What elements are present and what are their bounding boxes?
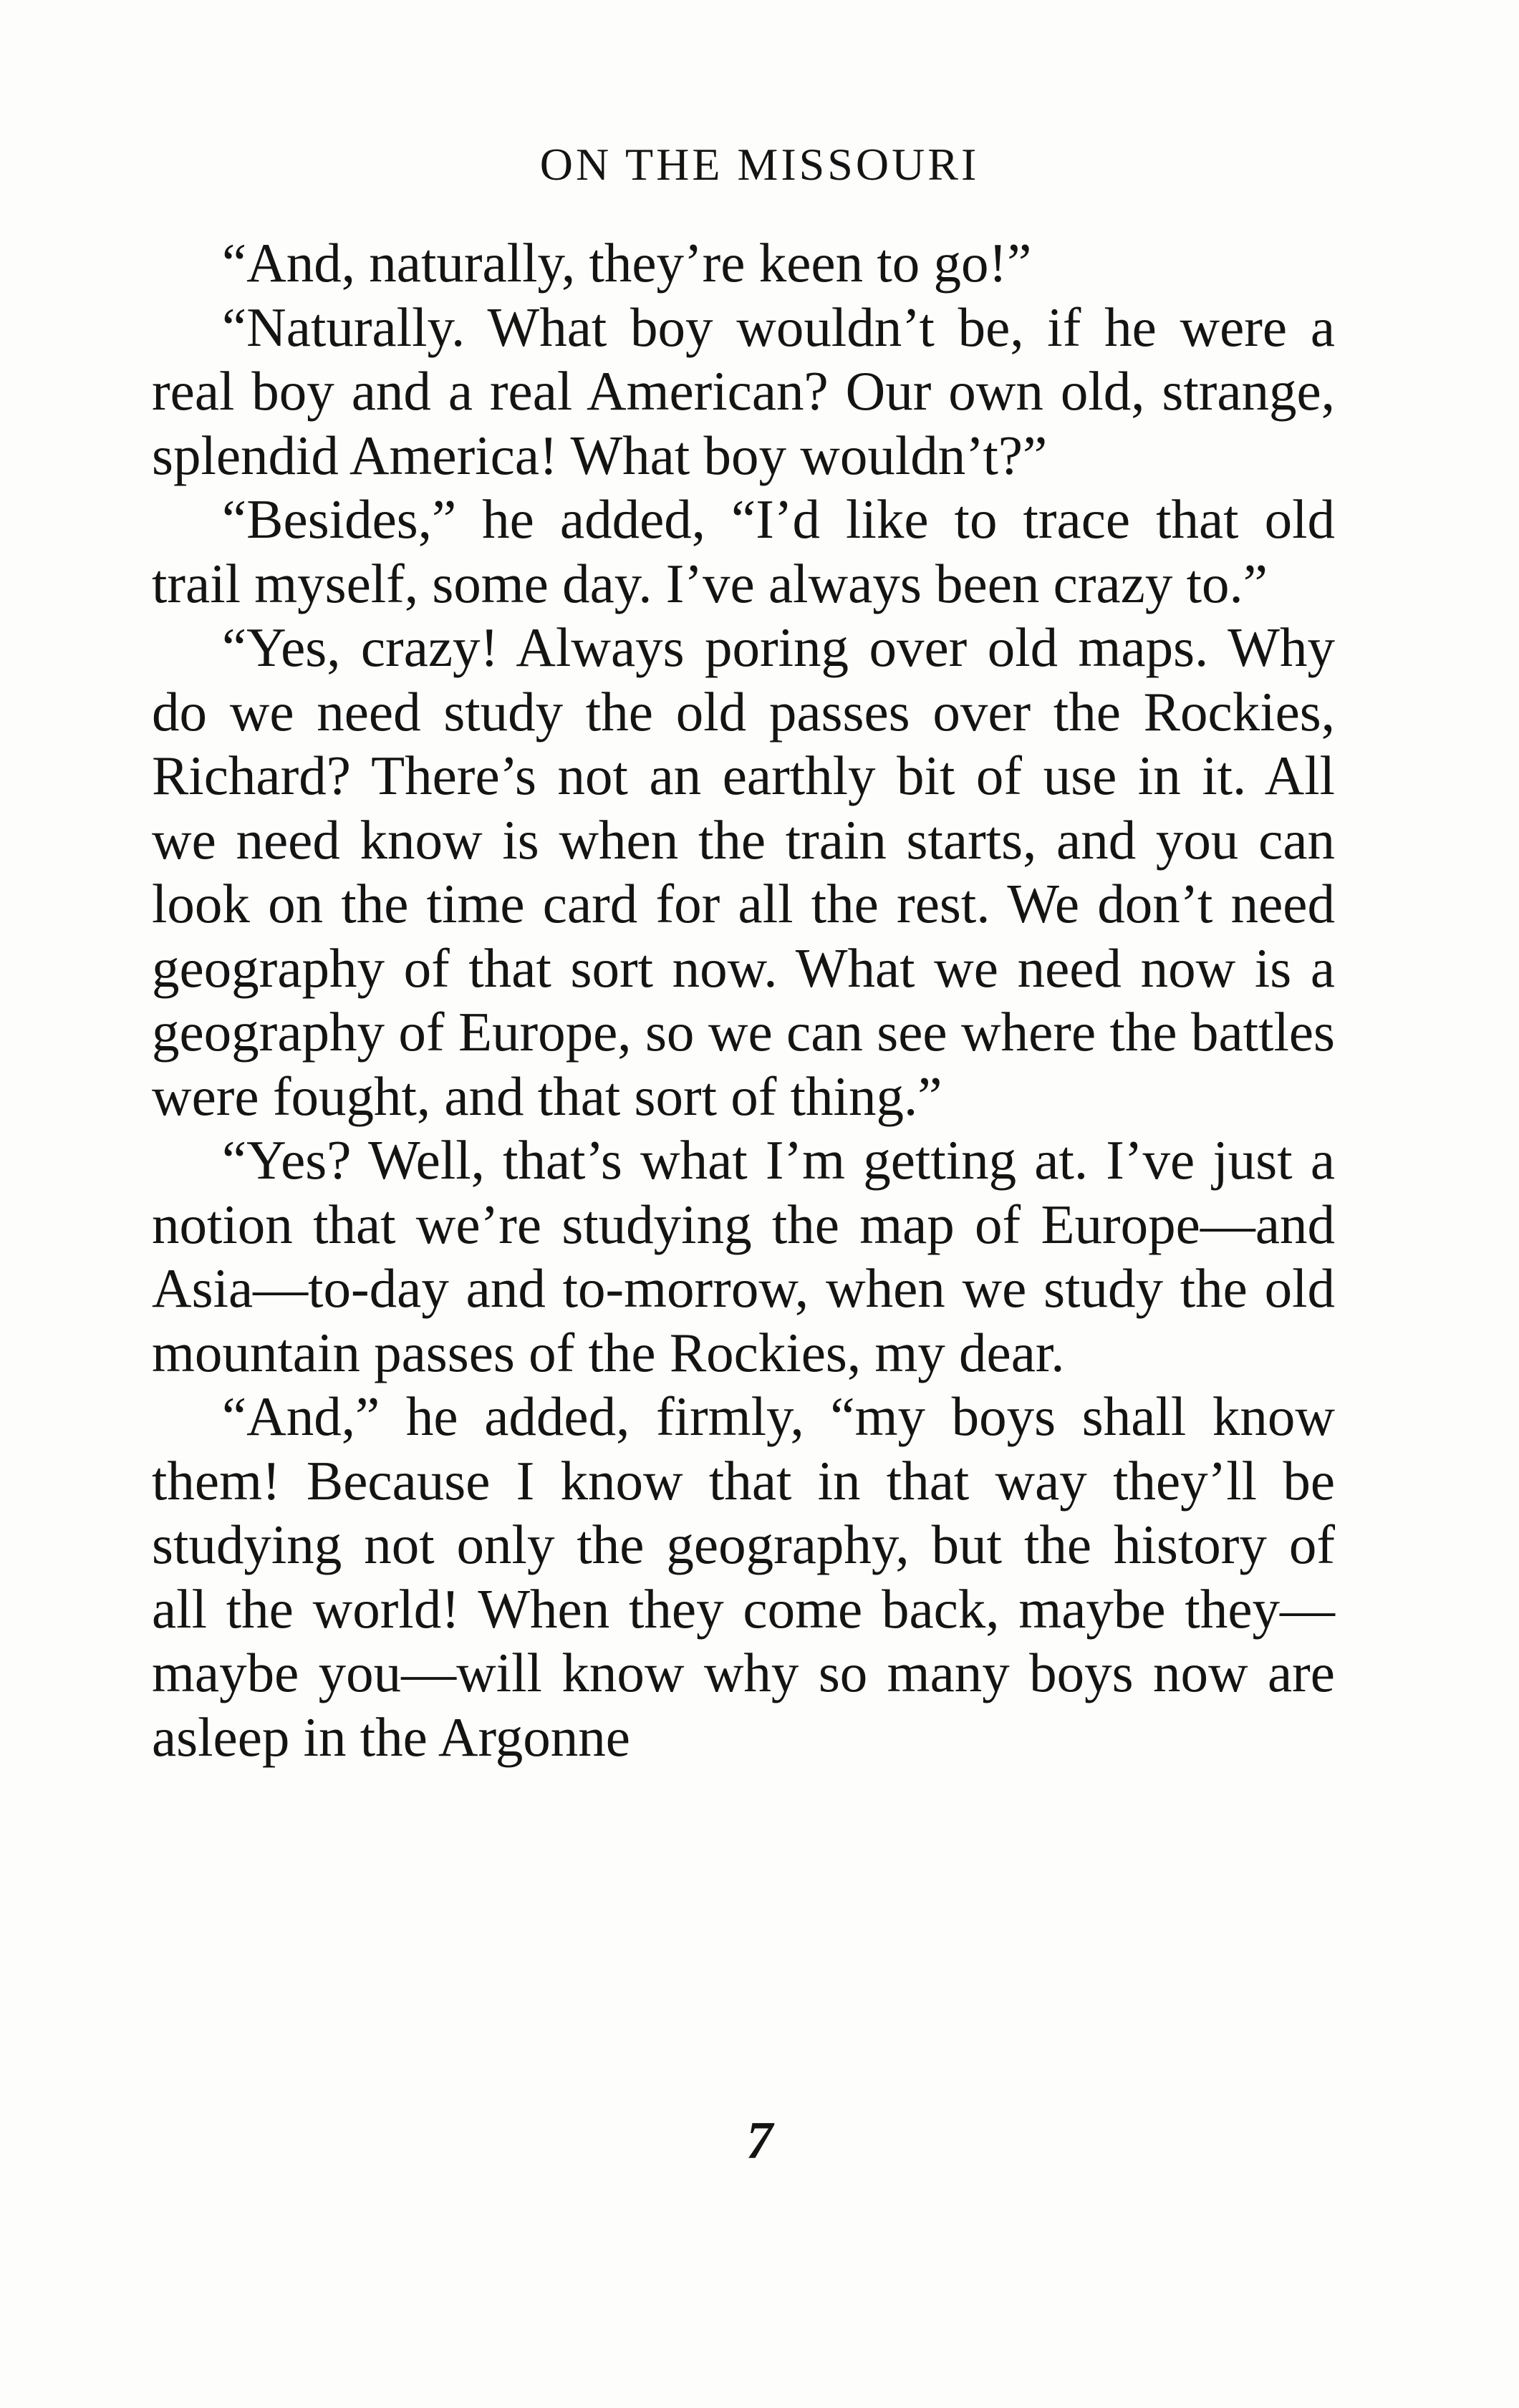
paragraph-1: “And, naturally, they’re keen to go!” [222, 232, 1032, 294]
running-head: ON THE MISSOURI [539, 139, 980, 190]
page-number: 7 [746, 2112, 773, 2170]
paragraph-5: “Yes? Well, that’s what I’m getting at. I’ve just a notion that we’re studying the map of Europe—and Asia—to-day and to-morrow, when we study the old mountain passes of the Rockies, my dear. [152, 1129, 1335, 1383]
paragraph-6: “And,” he added, firmly, “my boys shall know them! Because I know that in that way they’ll be studying not only the geography, but the history of all the world! When they come back, maybe they—maybe you—will know why so many boys now are asleep in the Argonne [152, 1386, 1335, 1768]
body-text [152, 231, 1335, 1769]
paragraph-4: “Yes, crazy! Always poring over old maps. Why do we need study the old passes over the Rockies, Richard? There’s not an earthly bit of use in it. All we need know is when the train starts, and you can look on the time card for all the rest. We don’t need geography of that sort now. What we need now is a geography of Europe, so we can see where the battles were fought, and that sort of thing.” [152, 616, 1335, 1127]
paragraph-3: “Besides,” he added, “I’d like to trace that old trail myself, some day. I’ve always been crazy to.” [152, 488, 1335, 614]
paragraph-2: “Naturally. What boy wouldn’t be, if he were a real boy and a real American? Our own old, strange, splendid America! What boy wouldn’t?” [152, 296, 1335, 486]
